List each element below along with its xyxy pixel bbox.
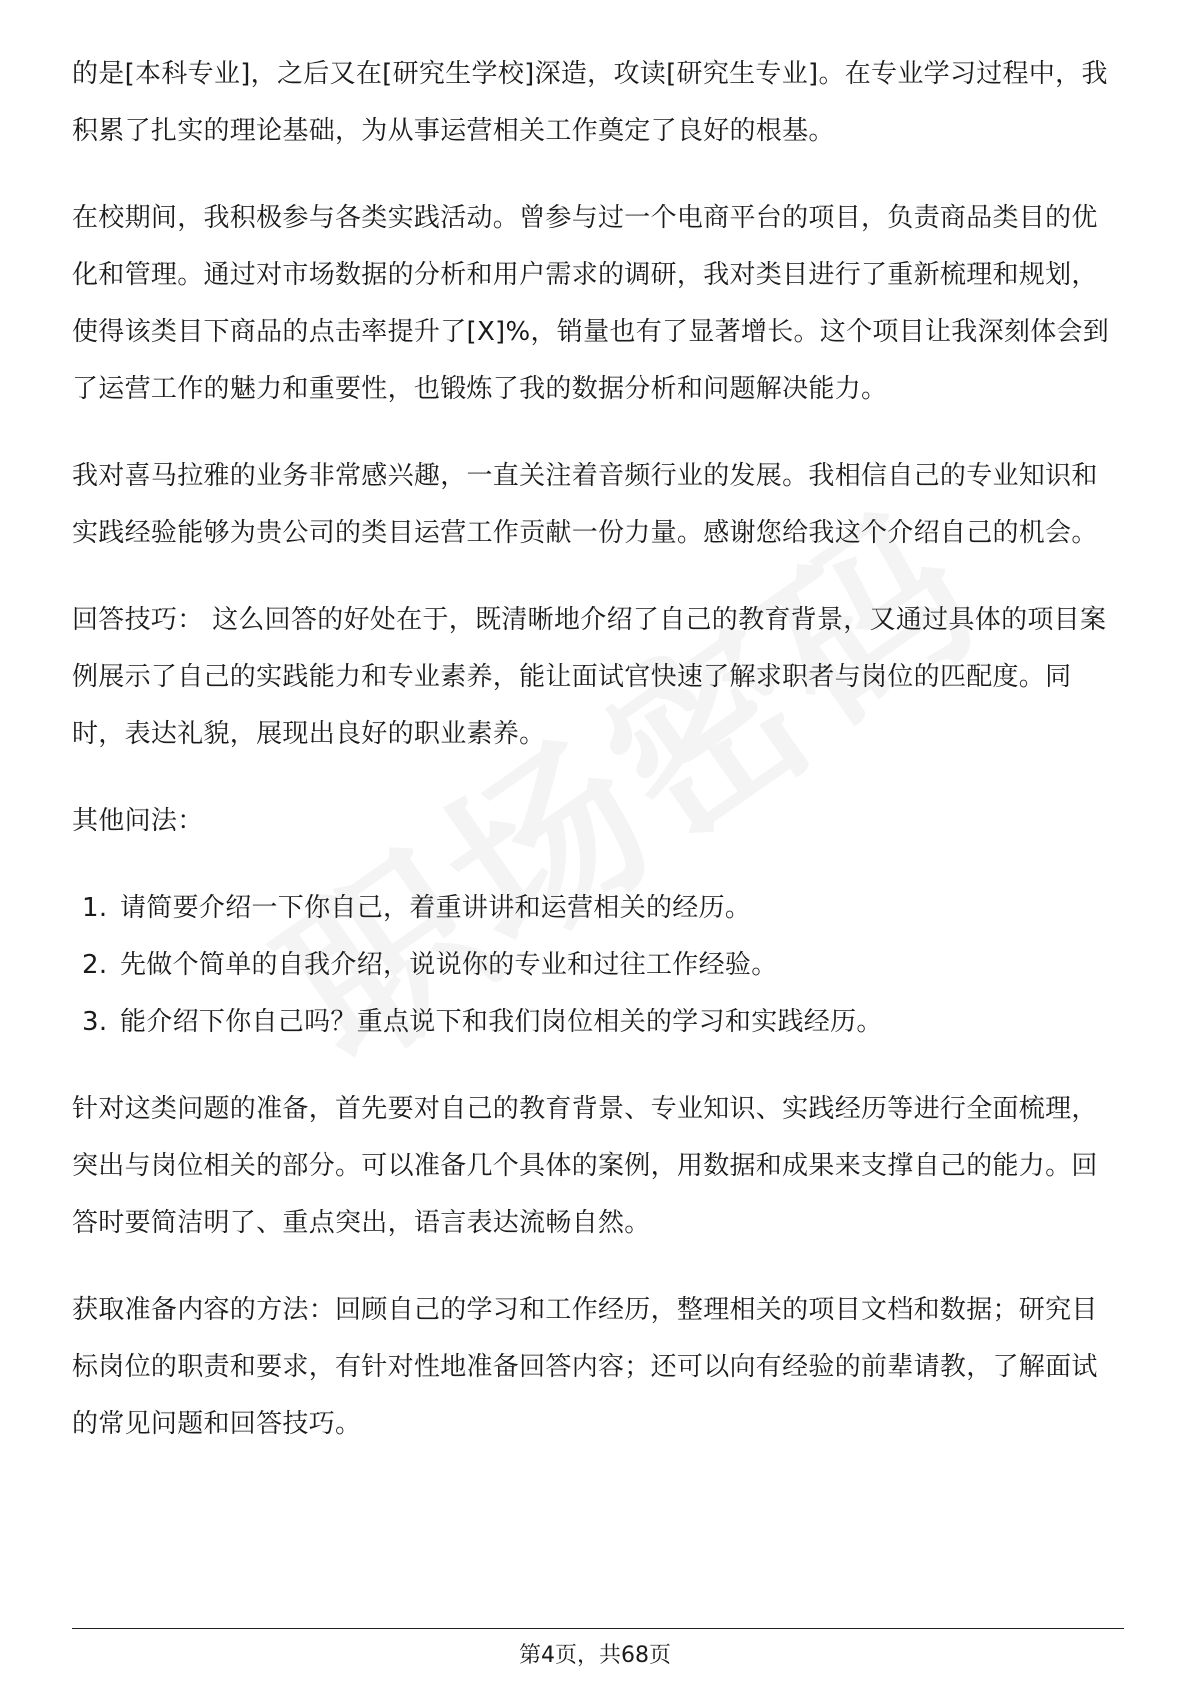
other-questions-list	[72, 880, 1122, 1051]
list-number: 3.	[82, 1007, 108, 1037]
page-number: 第4页，共68页	[519, 1643, 671, 1668]
paragraph-methods: 获取准备内容的方法：回顾自己的学习和工作经历，整理相关的项目文档和数据；研究目标岗位的职责和要求，有针对性地准备回答内容；还可以向有经验的前辈请教，了解面试的常见问题和回答技巧。	[72, 1295, 1098, 1439]
heading-other-questions: 其他问法：	[72, 806, 204, 836]
list-item	[72, 880, 1122, 937]
list-text: 能介绍下你自己吗？重点说下和我们岗位相关的学习和实践经历。	[120, 1007, 883, 1037]
list-item	[72, 994, 1122, 1051]
page-content	[72, 46, 1122, 1483]
list-text: 请简要介绍一下你自己，着重讲讲和运营相关的经历。	[120, 893, 752, 923]
list-item	[72, 937, 1122, 994]
paragraph-motivation: 我对喜马拉雅的业务非常感兴趣，一直关注着音频行业的发展。我相信自己的专业知识和实践经验能够为贵公司的类目运营工作贡献一份力量。感谢您给我这个介绍自己的机会。	[72, 461, 1098, 548]
list-number: 2.	[82, 950, 108, 980]
paragraph-practice: 在校期间，我积极参与各类实践活动。曾参与过一个电商平台的项目，负责商品类目的优化和管理。通过对市场数据的分析和用户需求的调研，我对类目进行了重新梳理和规划，使得该类目下商品的点击率提升了[X]%，销量也有了显著增长。这个项目让我深刻体会到了运营工作的魅力和重要性，也锻炼了我的数据分析和问题解决能力。	[72, 203, 1110, 404]
paragraph-preparation: 针对这类问题的准备，首先要对自己的教育背景、专业知识、实践经历等进行全面梳理，突出与岗位相关的部分。可以准备几个具体的案例，用数据和成果来支撑自己的能力。回答时要简洁明了、重点突出，语言表达流畅自然。	[72, 1094, 1098, 1238]
footer-divider	[72, 1628, 1124, 1629]
list-number: 1.	[82, 893, 108, 923]
paragraph-education: 的是[本科专业]，之后又在[研究生学校]深造，攻读[研究生专业]。在专业学习过程中，我积累了扎实的理论基础，为从事运营相关工作奠定了良好的根基。	[72, 59, 1108, 146]
list-text: 先做个简单的自我介绍，说说你的专业和过往工作经验。	[120, 950, 778, 980]
paragraph-answer-tips: 回答技巧： 这么回答的好处在于，既清晰地介绍了自己的教育背景，又通过具体的项目案例展示了自己的实践能力和专业素养，能让面试官快速了解求职者与岗位的匹配度。同时，表达礼貌，展现出良好的职业素养。	[72, 605, 1107, 749]
